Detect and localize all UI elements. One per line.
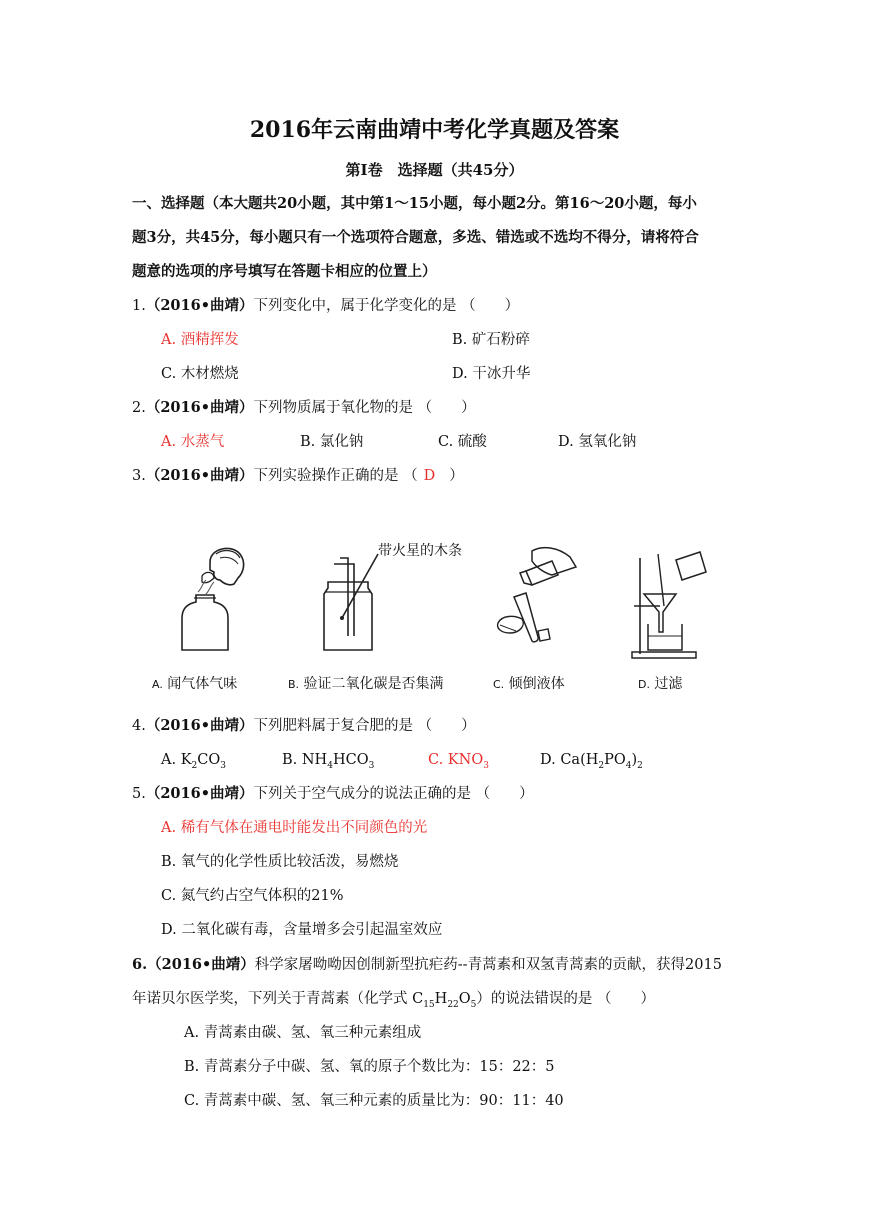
instructions-line-2: 题3分，共45分，每小题只有一个选项符合题意，多选、错选或不选均不得分，请将符合 bbox=[132, 229, 699, 246]
question-6 bbox=[132, 955, 722, 975]
question-source: （2016•曲靖） bbox=[145, 785, 254, 802]
q2-option-b: B. 氯化钠 bbox=[300, 434, 364, 450]
splint-label: 带火星的木条 bbox=[378, 543, 462, 559]
question-number: 5. bbox=[132, 786, 146, 802]
q3-label-a: A. 闻气体气味 bbox=[152, 676, 238, 692]
question-number: 2. bbox=[132, 400, 146, 416]
question-text: 下列实验操作正确的是 （ bbox=[253, 468, 418, 484]
question-4 bbox=[132, 716, 476, 736]
question-source: （2016•曲靖） bbox=[145, 717, 254, 734]
page-title: 2016年云南曲靖中考化学真题及答案 bbox=[249, 117, 620, 143]
question-text: 下列关于空气成分的说法正确的是 （ ） bbox=[253, 786, 534, 802]
question-source: （2016•曲靖） bbox=[145, 467, 254, 484]
question-source: （2016•曲靖） bbox=[147, 956, 255, 973]
q1-option-c: C. 木材燃烧 bbox=[161, 366, 239, 382]
question-source: （2016•曲靖） bbox=[145, 297, 254, 314]
q3-label-d: D. 过滤 bbox=[638, 676, 683, 692]
q5-option-c: C. 氮气约占空气体积的21% bbox=[161, 888, 344, 904]
question-close-paren: ） bbox=[449, 468, 464, 484]
q5-option-b: B. 氧气的化学性质比较活泼，易燃烧 bbox=[161, 854, 399, 870]
q4-option-b: B. $NH_4HCO_3$ bbox=[282, 752, 375, 771]
q3-label-b: B. 验证二氧化碳是否集满 bbox=[288, 676, 444, 692]
q6-option-c: C. 青蒿素中碳、氢、氧三种元素的质量比为：90：11：40 bbox=[184, 1093, 564, 1109]
q6-option-a: A. 青蒿素由碳、氢、氧三种元素组成 bbox=[184, 1025, 422, 1041]
question-6-line-2: 年诺贝尔医学奖，下列关于青蒿素（化学式 $C_{15}H_{22}O_5$）的说法错误的是 （ ） bbox=[132, 991, 655, 1010]
q5-option-a: A. 稀有气体在通电时能发出不同颜色的光 bbox=[161, 820, 428, 836]
q3-label-c: C. 倾倒液体 bbox=[493, 676, 565, 692]
q1-option-a: A. 酒精挥发 bbox=[161, 332, 239, 348]
question-source: （2016•曲靖） bbox=[145, 399, 254, 416]
question-2 bbox=[132, 398, 476, 418]
question-1 bbox=[132, 296, 519, 316]
figure-smell-gas bbox=[180, 540, 250, 655]
section-subtitle: 第Ⅰ卷 选择题（共45分） bbox=[345, 161, 524, 179]
question-number: 4. bbox=[132, 718, 146, 734]
question-number: 6. bbox=[132, 956, 148, 973]
q5-option-d: D. 二氧化碳有毒，含量增多会引起温室效应 bbox=[161, 922, 443, 938]
q6-option-b: B. 青蒿素分子中碳、氢、氧的原子个数比为：15：22：5 bbox=[184, 1059, 555, 1075]
question-text: 下列变化中，属于化学变化的是 （ ） bbox=[253, 298, 520, 314]
question-text: 下列肥料属于复合肥的是 （ ） bbox=[253, 718, 476, 734]
q1-option-b: B. 矿石粉碎 bbox=[452, 332, 530, 348]
q4-option-c: C. $KNO_3$ bbox=[428, 752, 489, 771]
q2-option-d: D. 氢氧化钠 bbox=[558, 434, 637, 450]
instructions-line-1: 一、选择题（本大题共20小题，其中第1～15小题，每小题2分。第16～20小题，每小 bbox=[132, 195, 697, 212]
question-number: 3. bbox=[132, 468, 146, 484]
q4-option-d: D. $Ca(H_2PO_4)_2$ bbox=[540, 752, 643, 771]
figure-pour-liquid bbox=[492, 545, 582, 650]
q4-option-a: A. $K_2CO_3$ bbox=[161, 752, 226, 771]
question-text: 科学家屠呦呦因创制新型抗疟药--青蒿素和双氢青蒿素的贡献，获得2015 bbox=[254, 957, 722, 973]
question-3 bbox=[132, 466, 464, 486]
q1-option-d: D. 干冰升华 bbox=[452, 366, 531, 382]
question-number: 1. bbox=[132, 298, 146, 314]
question-answer: D bbox=[423, 468, 436, 484]
figure-filtration bbox=[630, 550, 710, 660]
question-5 bbox=[132, 784, 534, 804]
q2-option-c: C. 硫酸 bbox=[438, 434, 487, 450]
question-text: 下列物质属于氧化物的是 （ ） bbox=[253, 400, 476, 416]
instructions-line-3: 题意的选项的序号填写在答题卡相应的位置上） bbox=[132, 263, 437, 280]
figure-co2-test bbox=[318, 552, 468, 652]
q2-option-a: A. 水蒸气 bbox=[161, 434, 225, 450]
